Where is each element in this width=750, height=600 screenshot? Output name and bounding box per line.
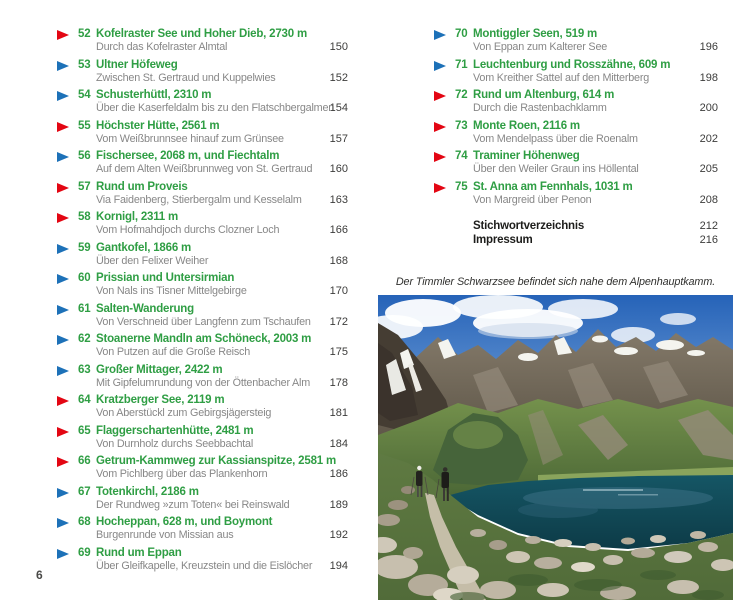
route-subtitle: Mit Gipfelumrundung von der Öttenbacher Alm bbox=[96, 376, 311, 389]
route-page-ref: 172 bbox=[329, 315, 348, 328]
route-page-ref: 154 bbox=[329, 102, 348, 114]
route-marker-triangle-icon bbox=[57, 335, 69, 345]
route-subtitle: Vom Mendelpass über die Roenalm bbox=[473, 132, 638, 145]
route-text bbox=[96, 211, 348, 237]
toc-entry bbox=[434, 28, 718, 54]
toc-entry bbox=[57, 547, 348, 573]
route-subtitle: Vom Pichlberg über das Plankenhorn bbox=[96, 468, 268, 480]
route-text bbox=[96, 181, 348, 207]
photo-caption: Der Timmler Schwarzsee befindet sich nahe dem Alpenhauptkamm. bbox=[395, 276, 716, 288]
route-number: 62 bbox=[78, 333, 91, 345]
toc-extras bbox=[434, 219, 718, 248]
route-page-ref: 178 bbox=[329, 376, 348, 389]
route-title: Stoanerne Mandln am Schöneck, 2003 m bbox=[96, 333, 312, 345]
route-text bbox=[96, 394, 348, 420]
route-marker-triangle-icon bbox=[57, 183, 69, 193]
toc-entry bbox=[57, 28, 348, 54]
route-title: Getrum-Kammweg zur Kassianspitze, 2581 m bbox=[96, 455, 336, 467]
route-title: Rund um Eppan bbox=[96, 546, 182, 559]
route-text bbox=[96, 486, 348, 512]
route-title: Schusterhüttl, 2310 m bbox=[96, 89, 212, 101]
route-subtitle: Von Putzen auf die Große Reisch bbox=[96, 346, 251, 358]
toc-entry bbox=[57, 242, 348, 268]
route-marker-triangle-icon bbox=[434, 30, 446, 40]
toc-column-right bbox=[434, 28, 718, 248]
route-page-ref: 152 bbox=[329, 71, 348, 84]
route-subtitle: Von Margreid über Penon bbox=[473, 193, 592, 206]
route-text bbox=[96, 455, 348, 481]
toc-entry bbox=[57, 120, 348, 146]
route-title: Fischersee, 2068 m, und Fiechtalm bbox=[96, 150, 280, 162]
toc-entry bbox=[434, 89, 718, 115]
route-number: 60 bbox=[78, 272, 91, 284]
toc-entry bbox=[57, 89, 348, 115]
section-label: Impressum bbox=[473, 234, 533, 246]
toc-entry bbox=[434, 181, 718, 207]
route-text bbox=[96, 272, 348, 298]
route-text bbox=[96, 425, 348, 451]
route-title: Rund um Altenburg, 614 m bbox=[473, 89, 615, 101]
toc-entry bbox=[57, 181, 348, 207]
route-page-ref: 208 bbox=[699, 193, 718, 206]
route-marker-triangle-icon bbox=[434, 183, 446, 193]
route-title: Monte Roen, 2116 m bbox=[473, 119, 580, 132]
route-title: Kofelraster See und Hoher Dieb, 2730 m bbox=[96, 28, 307, 40]
route-page-ref: 150 bbox=[329, 41, 348, 53]
route-page-ref: 202 bbox=[699, 132, 718, 145]
section-page-ref: 216 bbox=[699, 234, 718, 246]
route-subtitle: Durch das Kofelraster Almtal bbox=[96, 41, 228, 53]
route-subtitle: Vom Weißbrunnsee hinauf zum Grünsee bbox=[96, 132, 284, 145]
route-text bbox=[96, 364, 348, 390]
mountain-lake-illustration bbox=[378, 295, 733, 600]
route-number: 71 bbox=[455, 58, 468, 71]
route-number: 59 bbox=[78, 241, 91, 254]
toc-entry bbox=[57, 516, 348, 542]
route-title: Gantkofel, 1866 m bbox=[96, 241, 192, 254]
route-subtitle: Über den Weiler Graun ins Höllental bbox=[473, 163, 639, 175]
route-text bbox=[473, 28, 718, 54]
route-page-ref: 205 bbox=[699, 163, 718, 175]
toc-extra-entry bbox=[434, 219, 718, 234]
route-title: Flaggerschartenhütte, 2481 m bbox=[96, 424, 254, 437]
route-subtitle: Von Nals ins Tisner Mittelgebirge bbox=[96, 285, 247, 297]
route-page-ref: 196 bbox=[699, 41, 718, 53]
route-subtitle: Zwischen St. Gertraud und Kuppelwies bbox=[96, 71, 276, 84]
route-text bbox=[96, 59, 348, 85]
route-number: 70 bbox=[455, 28, 468, 40]
route-page-ref: 186 bbox=[329, 468, 348, 480]
toc-entry bbox=[434, 59, 718, 85]
route-marker-triangle-icon bbox=[57, 152, 69, 162]
page-number: 6 bbox=[36, 568, 43, 582]
route-page-ref: 170 bbox=[329, 285, 348, 297]
section-page-ref: 212 bbox=[699, 219, 718, 232]
route-marker-triangle-icon bbox=[57, 30, 69, 40]
toc-entry bbox=[57, 364, 348, 390]
route-text bbox=[96, 303, 348, 329]
route-number: 53 bbox=[78, 58, 91, 71]
route-marker-triangle-icon bbox=[57, 91, 69, 101]
toc-column-left bbox=[57, 28, 348, 577]
toc-entry bbox=[434, 120, 718, 146]
route-page-ref: 184 bbox=[329, 437, 348, 450]
route-title: Ultner Höfeweg bbox=[96, 58, 178, 71]
route-page-ref: 160 bbox=[329, 163, 348, 175]
route-marker-triangle-icon bbox=[434, 91, 446, 101]
route-text bbox=[473, 89, 718, 115]
route-marker-triangle-icon bbox=[57, 213, 69, 223]
route-number: 54 bbox=[78, 89, 91, 101]
route-title: Salten-Wanderung bbox=[96, 302, 194, 315]
route-subtitle: Burgenrunde von Missian aus bbox=[96, 529, 234, 541]
route-text bbox=[473, 59, 718, 85]
route-marker-triangle-icon bbox=[57, 305, 69, 315]
route-marker-triangle-icon bbox=[57, 457, 69, 467]
route-title: Höchster Hütte, 2561 m bbox=[96, 119, 220, 132]
route-page-ref: 163 bbox=[329, 193, 348, 206]
route-subtitle: Von Aberstückl zum Gebirgsjägersteig bbox=[96, 407, 272, 419]
route-number: 55 bbox=[78, 119, 91, 132]
route-title: Kornigl, 2311 m bbox=[96, 211, 179, 223]
route-subtitle: Über den Felixer Weiher bbox=[96, 254, 209, 267]
route-title: Kratzberger See, 2119 m bbox=[96, 394, 225, 406]
route-subtitle: Vom Kreither Sattel auf den Mitterberg bbox=[473, 71, 650, 84]
route-number: 74 bbox=[455, 150, 468, 162]
photo-timmler-schwarzsee bbox=[378, 295, 733, 600]
route-subtitle: Vom Hofmahdjoch durchs Clozner Loch bbox=[96, 224, 280, 236]
route-subtitle: Via Faidenberg, Stierbergalm und Kesselalm bbox=[96, 193, 302, 206]
toc-entry bbox=[57, 303, 348, 329]
toc-entry bbox=[57, 59, 348, 85]
route-title: Traminer Höhenweg bbox=[473, 150, 580, 162]
route-subtitle: Von Durnholz durchs Seebbachtal bbox=[96, 437, 254, 450]
toc-entry bbox=[434, 150, 718, 176]
toc-entry bbox=[57, 455, 348, 481]
route-text bbox=[473, 150, 718, 176]
route-page-ref: 157 bbox=[329, 132, 348, 145]
route-number: 63 bbox=[78, 363, 91, 376]
route-subtitle: Über Gleifkapelle, Kreuzstein und die Eislöcher bbox=[96, 559, 313, 572]
route-number: 75 bbox=[455, 180, 468, 193]
route-text bbox=[96, 120, 348, 146]
route-text bbox=[96, 516, 348, 542]
route-marker-triangle-icon bbox=[57, 488, 69, 498]
route-page-ref: 200 bbox=[699, 102, 718, 114]
route-number: 68 bbox=[78, 516, 91, 528]
route-text bbox=[96, 28, 348, 54]
toc-entry bbox=[57, 425, 348, 451]
route-page-ref: 194 bbox=[329, 559, 348, 572]
route-page-ref: 181 bbox=[329, 407, 348, 419]
route-page-ref: 168 bbox=[329, 254, 348, 267]
route-text bbox=[96, 333, 348, 359]
route-marker-triangle-icon bbox=[57, 427, 69, 437]
route-number: 57 bbox=[78, 180, 91, 193]
route-text bbox=[96, 89, 348, 115]
route-title: Montiggler Seen, 519 m bbox=[473, 28, 598, 40]
toc-extra-entry bbox=[434, 233, 718, 248]
route-subtitle: Durch die Rastenbachklamm bbox=[473, 102, 607, 114]
route-marker-triangle-icon bbox=[57, 244, 69, 254]
toc-entry bbox=[57, 272, 348, 298]
route-marker-triangle-icon bbox=[434, 152, 446, 162]
route-page-ref: 175 bbox=[329, 346, 348, 358]
route-text bbox=[96, 547, 348, 573]
route-text bbox=[473, 120, 718, 146]
route-page-ref: 166 bbox=[329, 224, 348, 236]
route-number: 58 bbox=[78, 211, 91, 223]
toc-entry bbox=[57, 394, 348, 420]
route-number: 66 bbox=[78, 455, 91, 467]
route-marker-triangle-icon bbox=[57, 122, 69, 132]
route-number: 52 bbox=[78, 28, 91, 40]
route-title: St. Anna am Fennhals, 1031 m bbox=[473, 180, 633, 193]
route-marker-triangle-icon bbox=[434, 122, 446, 132]
route-text bbox=[96, 150, 348, 176]
route-title: Leuchtenburg und Rosszähne, 609 m bbox=[473, 58, 671, 71]
route-subtitle: Auf dem Alten Weißbrunnweg von St. Gertraud bbox=[96, 163, 313, 175]
route-number: 65 bbox=[78, 424, 91, 437]
route-title: Großer Mittager, 2422 m bbox=[96, 363, 223, 376]
route-page-ref: 189 bbox=[329, 498, 348, 511]
route-title: Hocheppan, 628 m, und Boymont bbox=[96, 516, 273, 528]
route-marker-triangle-icon bbox=[57, 274, 69, 284]
route-subtitle: Von Verschneid über Langfenn zum Tschaufen bbox=[96, 315, 311, 328]
route-number: 61 bbox=[78, 302, 91, 315]
route-text bbox=[96, 242, 348, 268]
route-title: Totenkirchl, 2186 m bbox=[96, 485, 199, 498]
toc-entry bbox=[57, 150, 348, 176]
route-page-ref: 198 bbox=[699, 71, 718, 84]
route-page-ref: 192 bbox=[329, 529, 348, 541]
toc-entry bbox=[57, 211, 348, 237]
toc-entry bbox=[57, 486, 348, 512]
route-marker-triangle-icon bbox=[57, 61, 69, 71]
route-subtitle: Über die Kaserfeldalm bis zu den Flatschbergalmen bbox=[96, 102, 335, 114]
route-marker-triangle-icon bbox=[434, 61, 446, 71]
route-title: Rund um Proveis bbox=[96, 180, 188, 193]
route-number: 73 bbox=[455, 119, 468, 132]
route-number: 72 bbox=[455, 89, 468, 101]
route-text bbox=[473, 181, 718, 207]
section-label: Stichwortverzeichnis bbox=[473, 219, 585, 232]
route-number: 69 bbox=[78, 546, 91, 559]
route-number: 64 bbox=[78, 394, 91, 406]
route-subtitle: Der Rundweg »zum Toten« bei Reinswald bbox=[96, 498, 290, 511]
route-number: 56 bbox=[78, 150, 91, 162]
route-marker-triangle-icon bbox=[57, 366, 69, 376]
route-marker-triangle-icon bbox=[57, 518, 69, 528]
route-title: Prissian und Untersirmian bbox=[96, 272, 235, 284]
toc-entry bbox=[57, 333, 348, 359]
route-number: 67 bbox=[78, 485, 91, 498]
route-marker-triangle-icon bbox=[57, 549, 69, 559]
route-marker-triangle-icon bbox=[57, 396, 69, 406]
route-subtitle: Von Eppan zum Kalterer See bbox=[473, 41, 608, 53]
